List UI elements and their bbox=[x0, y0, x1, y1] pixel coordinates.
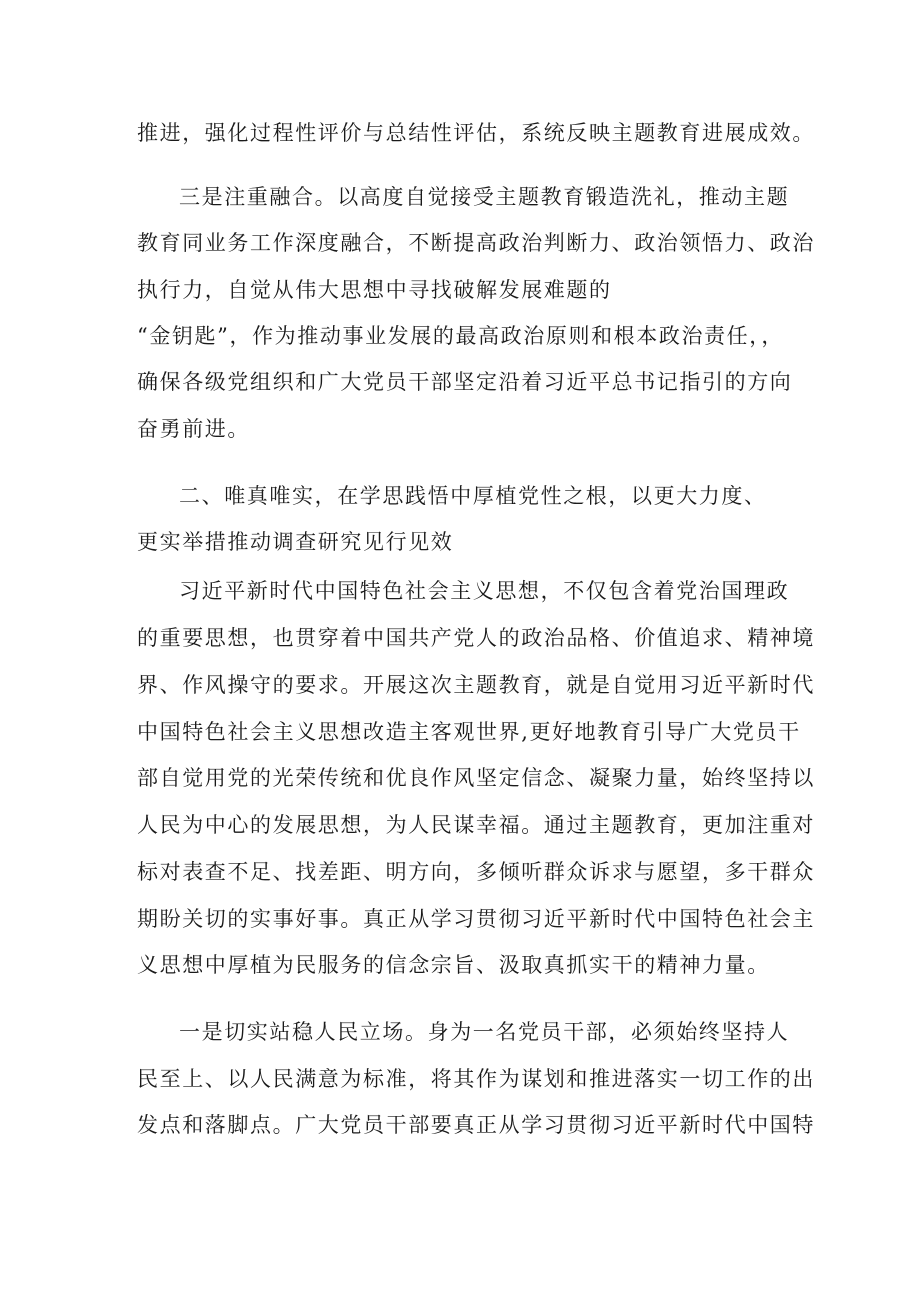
paragraph-line: “金钥匙”，作为推动事业发展的最高政治原则和根本政治责任，， bbox=[137, 324, 784, 348]
paragraph-line: 发点和落脚点。广大党员干部要真正从学习贯彻习近平新时代中国特 bbox=[137, 1113, 815, 1137]
paragraph-line: 一是切实站稳人民立场。身为一名党员干部，必须始终坚持人 bbox=[179, 1020, 790, 1044]
paragraph-line: 执行力，自觉从伟大思想中寻找破解发展难题的 bbox=[137, 278, 612, 302]
paragraph-line: 奋勇前进。 bbox=[137, 417, 250, 441]
paragraph-line: 界、作风操守的要求。开展这次主题教育，就是自觉用习近平新时代 bbox=[137, 673, 815, 697]
paragraph-line: 义思想中厚植为民服务的信念宗旨、汲取真抓实干的精神力量。 bbox=[137, 953, 770, 977]
paragraph-line: 三是注重融合。以高度自觉接受主题教育锻造洗礼，推动主题 bbox=[179, 185, 790, 209]
paragraph-line: 民至上、以人民满意为标准，将其作为谋划和推进落实一切工作的出 bbox=[137, 1067, 815, 1091]
paragraph-line: 部自觉用党的光荣传统和优良作风坚定信念、凝聚力量，始终坚持以 bbox=[137, 766, 815, 790]
paragraph-line: 推进，强化过程性评价与总结性评估，系统反映主题教育进展成效。 bbox=[137, 121, 815, 145]
paragraph-line: 标对表查不足、找差距、明方向，多倾听群众诉求与愿望，多干群众 bbox=[137, 860, 815, 884]
paragraph-line: 教育同业务工作深度融合，不断提高政治判断力、政治领悟力、政治 bbox=[137, 231, 815, 255]
paragraph-line: 期盼关切的实事好事。真正从学习贯彻习近平新时代中国特色社会主 bbox=[137, 907, 815, 931]
paragraph-line: 确保各级党组织和广大党员干部坚定沿着习近平总书记指引的方向 bbox=[137, 370, 793, 394]
section-heading: 更实举措推动调查研究见行见效 bbox=[137, 530, 454, 554]
paragraph-line: 人民为中心的发展思想，为人民谋幸福。通过主题教育，更加注重对 bbox=[137, 813, 815, 837]
paragraph-line: 中国特色社会主义思想改造主客观世界,更好地教育引导广大党员干 bbox=[137, 720, 801, 744]
paragraph-line: 的重要思想，也贯穿着中国共产党人的政治品格、价值追求、精神境 bbox=[137, 626, 815, 650]
section-heading: 二、唯真唯实，在学思践悟中厚植党性之根，以更大力度、 bbox=[179, 484, 767, 508]
paragraph-line: 习近平新时代中国特色社会主义思想，不仅包含着党治国理政 bbox=[179, 579, 790, 603]
